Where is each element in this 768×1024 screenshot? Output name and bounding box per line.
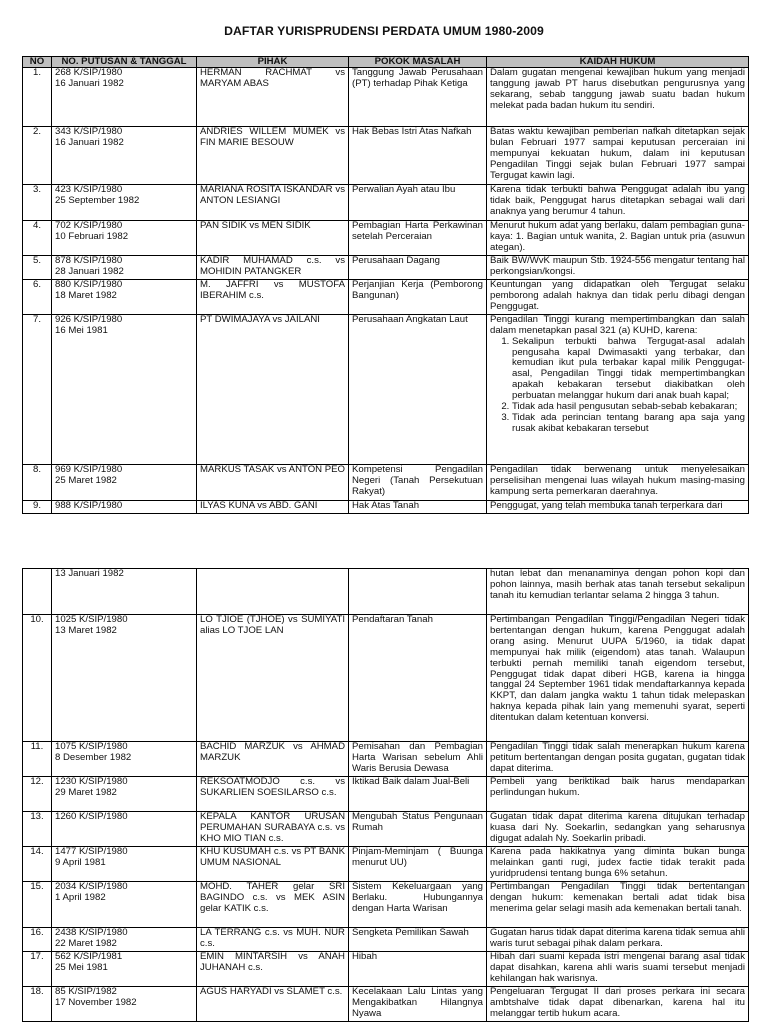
table-row	[23, 279, 749, 314]
table-row	[23, 185, 749, 221]
cell-pihak: MOHD. TAHER gelar SRI BAGINDO c.s. vs MEK ASIN gelar KATIK c.s.	[197, 882, 349, 928]
list-item: 2. Tidak ada hasil pengusutan sebab-sebab kebakaran;	[512, 402, 745, 413]
table-row	[23, 812, 749, 847]
cell-putusan: 1260 K/SIP/1980	[52, 812, 197, 847]
cell-kaidah: Pengeluaran Tergugat II dari proses perkara ini secara ambtshalve tidak dapat dibenarkan, karena hal itu melanggar tertib hukum acara.	[487, 986, 749, 1021]
cell-putusan: 1075 K/SIP/1980 8 Desember 1982	[52, 742, 197, 777]
header-pihak: PIHAK	[197, 57, 349, 68]
cell-kaidah: Karena pada hakikatnya yang diminta bukan bunga melainkan ganti rugi, judex factie tidak terakit pada yuridprudensi tentang bunga 6% setahun.	[487, 847, 749, 882]
cell-putusan: 1025 K/SIP/1980 13 Maret 1982	[52, 615, 197, 742]
cell-pihak: AGUS HARYADI vs SLAMET c.s.	[197, 986, 349, 1021]
cell-pokok: Hak Atas Tanah	[349, 500, 487, 513]
cell-pihak: KHU KUSUMAH c.s. vs PT BANK UMUM NASIONAL	[197, 847, 349, 882]
jurisprudence-table-page-2	[22, 568, 749, 1022]
table-row	[23, 986, 749, 1021]
cell-pokok: Sistem Kekeluargaan yang Berlaku. Hubungannya dengan Harta Warisan	[349, 882, 487, 928]
cell-putusan: 878 K/SIP/1980 28 Januari 1982	[52, 256, 197, 280]
cell-kaidah	[487, 314, 749, 464]
cell-pokok: Perusahaan Dagang	[349, 256, 487, 280]
cell-no: 8.	[23, 464, 52, 500]
cell-pihak: ILYAS KUNA vs ABD. GANI	[197, 500, 349, 513]
cell-pokok: Kecelakaan Lalu Lintas yang Mengakibatkan Hilangnya Nyawa	[349, 986, 487, 1021]
cell-putusan: 926 K/SIP/1980 16 Mei 1981	[52, 314, 197, 464]
cell-pihak: KEPALA KANTOR URUSAN PERUMAHAN SURABAYA c.s. vs KHO MIO TIAN c.s.	[197, 812, 349, 847]
table-row	[23, 127, 749, 185]
cell-putusan: 268 K/SIP/1980 16 Januari 1982	[52, 68, 197, 127]
cell-putusan: 343 K/SIP/1980 16 Januari 1982	[52, 127, 197, 185]
table-row	[23, 256, 749, 280]
cell-kaidah: Pengadilan tidak berwenang untuk menyelesaikan perselisihan mengenai luas wilayah hukum masing-masing kampung serta pemerkaran daerahnya.	[487, 464, 749, 500]
cell-no: 9.	[23, 500, 52, 513]
cell-kaidah: Gugatan tidak dapat diterima karena ditujukan terhadap kuasa dari Ny. Soekarlin, sedangkan yang seharusnya digugat adalah Ny. Soekarlin pribadi.	[487, 812, 749, 847]
table-row	[23, 951, 749, 986]
cell-no: 3.	[23, 185, 52, 221]
cell-pokok: Tanggung Jawab Perusahaan (PT) terhadap Pihak Ketiga	[349, 68, 487, 127]
table-row	[23, 569, 749, 615]
cell-no: 10.	[23, 615, 52, 742]
cell-pihak	[197, 569, 349, 615]
cell-putusan: 702 K/SIP/1980 10 Februari 1982	[52, 221, 197, 256]
header-pokok-masalah: POKOK MASALAH	[349, 57, 487, 68]
table-row	[23, 68, 749, 127]
cell-putusan: 2034 K/SIP/1980 1 April 1982	[52, 882, 197, 928]
jurisprudence-table-page-1	[22, 56, 749, 514]
cell-pihak: HERMAN RACHMAT vs MARYAM ABAS	[197, 68, 349, 127]
cell-kaidah: Baik BW/WvK maupun Stb. 1924-556 mengatur tentang hal perkongsian/kongsi.	[487, 256, 749, 280]
table-row	[23, 882, 749, 928]
cell-pokok: Kompetensi Pengadilan Negeri (Tanah Persekutuan Rakyat)	[349, 464, 487, 500]
cell-pihak: MARIANA ROSITA ISKANDAR vs ANTON LESIANGI	[197, 185, 349, 221]
cell-pihak: PT DWIMAJAYA vs JAILANI	[197, 314, 349, 464]
cell-pokok: Perusahaan Angkatan Laut	[349, 314, 487, 464]
cell-kaidah: Batas waktu kewajiban pemberian nafkah ditetapkan sejak bulan Februari 1977 sampai keputusan perceraian ini mempunyai kekuatan hukum, dalam ini keputusan Pengadilan Tinggi sejak bulan Februari 1977 sampai Tergugat kawin lagi.	[487, 127, 749, 185]
header-no: NO	[23, 57, 52, 68]
cell-pokok: Pendaftaran Tanah	[349, 615, 487, 742]
cell-no	[23, 569, 52, 615]
cell-no: 17.	[23, 951, 52, 986]
kaidah-intro: Pengadilan Tinggi kurang mempertimbangkan dan salah dalam menetapkan pasal 321 (a) KUHD, karena:	[490, 314, 745, 336]
cell-no: 11.	[23, 742, 52, 777]
cell-pihak: PAN SIDIK vs MEN SIDIK	[197, 221, 349, 256]
cell-no: 5.	[23, 256, 52, 280]
cell-pihak: BACHID MARZUK vs AHMAD MARZUK	[197, 742, 349, 777]
cell-no: 15.	[23, 882, 52, 928]
cell-pihak: MARKUS TASAK vs ANTON PEO	[197, 464, 349, 500]
table-row	[23, 615, 749, 742]
header-putusan: NO. PUTUSAN & TANGGAL	[52, 57, 197, 68]
cell-no: 16.	[23, 928, 52, 952]
cell-kaidah: Karena tidak terbukti bahwa Penggugat adalah ibu yang tidak baik, Penggugat harus ditetapkan sebagai wali dari anaknya yang berumur 4 tahun.	[487, 185, 749, 221]
cell-no: 4.	[23, 221, 52, 256]
cell-no: 6.	[23, 279, 52, 314]
cell-pokok: Sengketa Pemilikan Sawah	[349, 928, 487, 952]
cell-no: 18.	[23, 986, 52, 1021]
table-row	[23, 221, 749, 256]
header-kaidah-hukum: KAIDAH HUKUM	[487, 57, 749, 68]
cell-putusan: 562 K/SIP/1981 25 Mei 1981	[52, 951, 197, 986]
cell-putusan: 2438 K/SIP/1980 22 Maret 1982	[52, 928, 197, 952]
kaidah-list	[490, 337, 745, 435]
cell-putusan: 1230 K/SIP/1980 29 Maret 1982	[52, 777, 197, 812]
table-row	[23, 500, 749, 513]
cell-pihak: KADIR MUHAMAD c.s. vs MOHIDIN PATANGKER	[197, 256, 349, 280]
cell-pihak: ANDRIES WILLEM MUMEK vs FIN MARIE BESOUW	[197, 127, 349, 185]
table-row	[23, 847, 749, 882]
table-row	[23, 742, 749, 777]
cell-pokok: Iktikad Baik dalam Jual-Beli	[349, 777, 487, 812]
table-row	[23, 464, 749, 500]
table-row	[23, 777, 749, 812]
document-title: DAFTAR YURISPRUDENSI PERDATA UMUM 1980-2009	[224, 24, 544, 38]
cell-pihak: REKSOATMODJO c.s. vs SUKARLIEN SOESILARSO c.s.	[197, 777, 349, 812]
cell-kaidah: Penggugat, yang telah membuka tanah terperkara dari	[487, 500, 749, 513]
cell-pokok: Pinjam-Meminjam ( Buunga menurut UU)	[349, 847, 487, 882]
list-item: 1. Sekalipun terbukti bahwa Tergugat-asal adalah pengusaha kapal Dwimasakti yang terbakar, dan kemudian ikut pula terbakar kapal milik Penggugat-asal, Pengadilan Tinggi tidak mempertimbangkan apakah kebakaran tersebut diakibatkan oleh perbuatan melanggar hukum dari anak buah kapal;	[512, 337, 745, 402]
cell-kaidah: Pertimbangan Pengadilan Tinggi tidak bertentangan dengan hukum: kemenakan bertali adat tidak bisa menerima gelar selagi masih ada kemenakan bertali tanah.	[487, 882, 749, 928]
cell-putusan: 13 Januari 1982	[52, 569, 197, 615]
cell-no: 1.	[23, 68, 52, 127]
cell-pihak: LO TJIOE (TJHOE) vs SUMIYATI alias LO TJOE LAN	[197, 615, 349, 742]
cell-pokok: Hak Bebas Istri Atas Nafkah	[349, 127, 487, 185]
cell-kaidah: Dalam gugatan mengenai kewajiban hukum yang menjadi tanggung jawab PT harus disebutkan pengurusnya yang sekarang, sebab tanggung jawab suatu badan hukum melekat pada badan hukum itu sendiri.	[487, 68, 749, 127]
cell-no: 14.	[23, 847, 52, 882]
cell-no: 7.	[23, 314, 52, 464]
cell-kaidah: Pertimbangan Pengadilan Tinggi/Pengadilan Negeri tidak bertentangan dengan hukum, karena Penggugat adalah orang asing. Menurut UUPA 5/1960, ia tidak dapat mempunyai hak milik (eigendom) atas tanah. Walaupun terbukti pernah memiliki tanah eigendom tersebut, Penggugat tidak dapat diberi HGB, karena ia hingga tanggal 24 September 1961 tidak mendaftarkannya kepada KKPT, dan dalam jangka waktu 1 tahun tidak melepaskan haknya kepada pihak lain yang memenuhi syarat, seperti ditentukan dalam ketentuan konversi.	[487, 615, 749, 742]
cell-pokok: Hibah	[349, 951, 487, 986]
cell-putusan: 880 K/SIP/1980 18 Maret 1982	[52, 279, 197, 314]
cell-pokok: Pembagian Harta Perkawinan setelah Perceraian	[349, 221, 487, 256]
cell-pihak: M. JAFFRI vs MUSTOFA IBERAHIM c.s.	[197, 279, 349, 314]
cell-no: 12.	[23, 777, 52, 812]
cell-kaidah: Gugatan harus tidak dapat diterima karena tidak semua ahli waris turut sebagai pihak dalam perkara.	[487, 928, 749, 952]
cell-kaidah: Pembeli yang beriktikad baik harus mendaparkan perlindungan hukum.	[487, 777, 749, 812]
cell-putusan: 969 K/SIP/1980 25 Maret 1982	[52, 464, 197, 500]
cell-pokok	[349, 569, 487, 615]
cell-no: 13.	[23, 812, 52, 847]
cell-putusan: 1477 K/SIP/1980 9 April 1981	[52, 847, 197, 882]
table-row	[23, 928, 749, 952]
cell-pihak: LA TERRANG c.s. vs MUH. NUR c.s.	[197, 928, 349, 952]
cell-kaidah: Menurut hukum adat yang berlaku, dalam pembagian guna-kaya: 1. Bagian untuk wanita, 2. Bagian untuk pria (asuwun ategan).	[487, 221, 749, 256]
table-row	[23, 314, 749, 464]
cell-kaidah: hutan lebat dan menanaminya dengan pohon kopi dan pohon lainnya, masih berhak atas tanah tersebut sekalipun tanah itu kemudian terlantar selama 2 hingga 3 tahun.	[487, 569, 749, 615]
cell-putusan: 85 K/SIP/1982 17 November 1982	[52, 986, 197, 1021]
cell-no: 2.	[23, 127, 52, 185]
cell-pokok: Mengubah Status Pengunaan Rumah	[349, 812, 487, 847]
cell-kaidah: Pengadilan Tinggi tidak salah menerapkan hukum karena petitum bertentangan dengan posita gugatan, gugatan tidak dapat diterima.	[487, 742, 749, 777]
cell-kaidah: Keuntungan yang didapatkan oleh Tergugat selaku pemborong adalah haknya dan tidak perlu dibagi dengan Penggugat.	[487, 279, 749, 314]
cell-pihak: EMIN MINTARSIH vs ANAH JUHANAH c.s.	[197, 951, 349, 986]
cell-pokok: Perwalian Ayah atau Ibu	[349, 185, 487, 221]
list-item: 3. Tidak ada perincian tentang barang apa saja yang rusak akibat kebakaran tersebut	[512, 413, 745, 435]
cell-putusan: 423 K/SIP/1980 25 September 1982	[52, 185, 197, 221]
cell-putusan: 988 K/SIP/1980	[52, 500, 197, 513]
table-header-row	[23, 57, 749, 68]
cell-kaidah: Hibah dari suami kepada istri mengenai barang asal tidak dapat disahkan, karena ahli waris suami tersebut menjadi kehilangan hak warisnya.	[487, 951, 749, 986]
cell-pokok: Perjanjian Kerja (Pemborong Bangunan)	[349, 279, 487, 314]
cell-pokok: Pemisahan dan Pembagian Harta Warisan sebelum Ahli Waris Berusia Dewasa	[349, 742, 487, 777]
